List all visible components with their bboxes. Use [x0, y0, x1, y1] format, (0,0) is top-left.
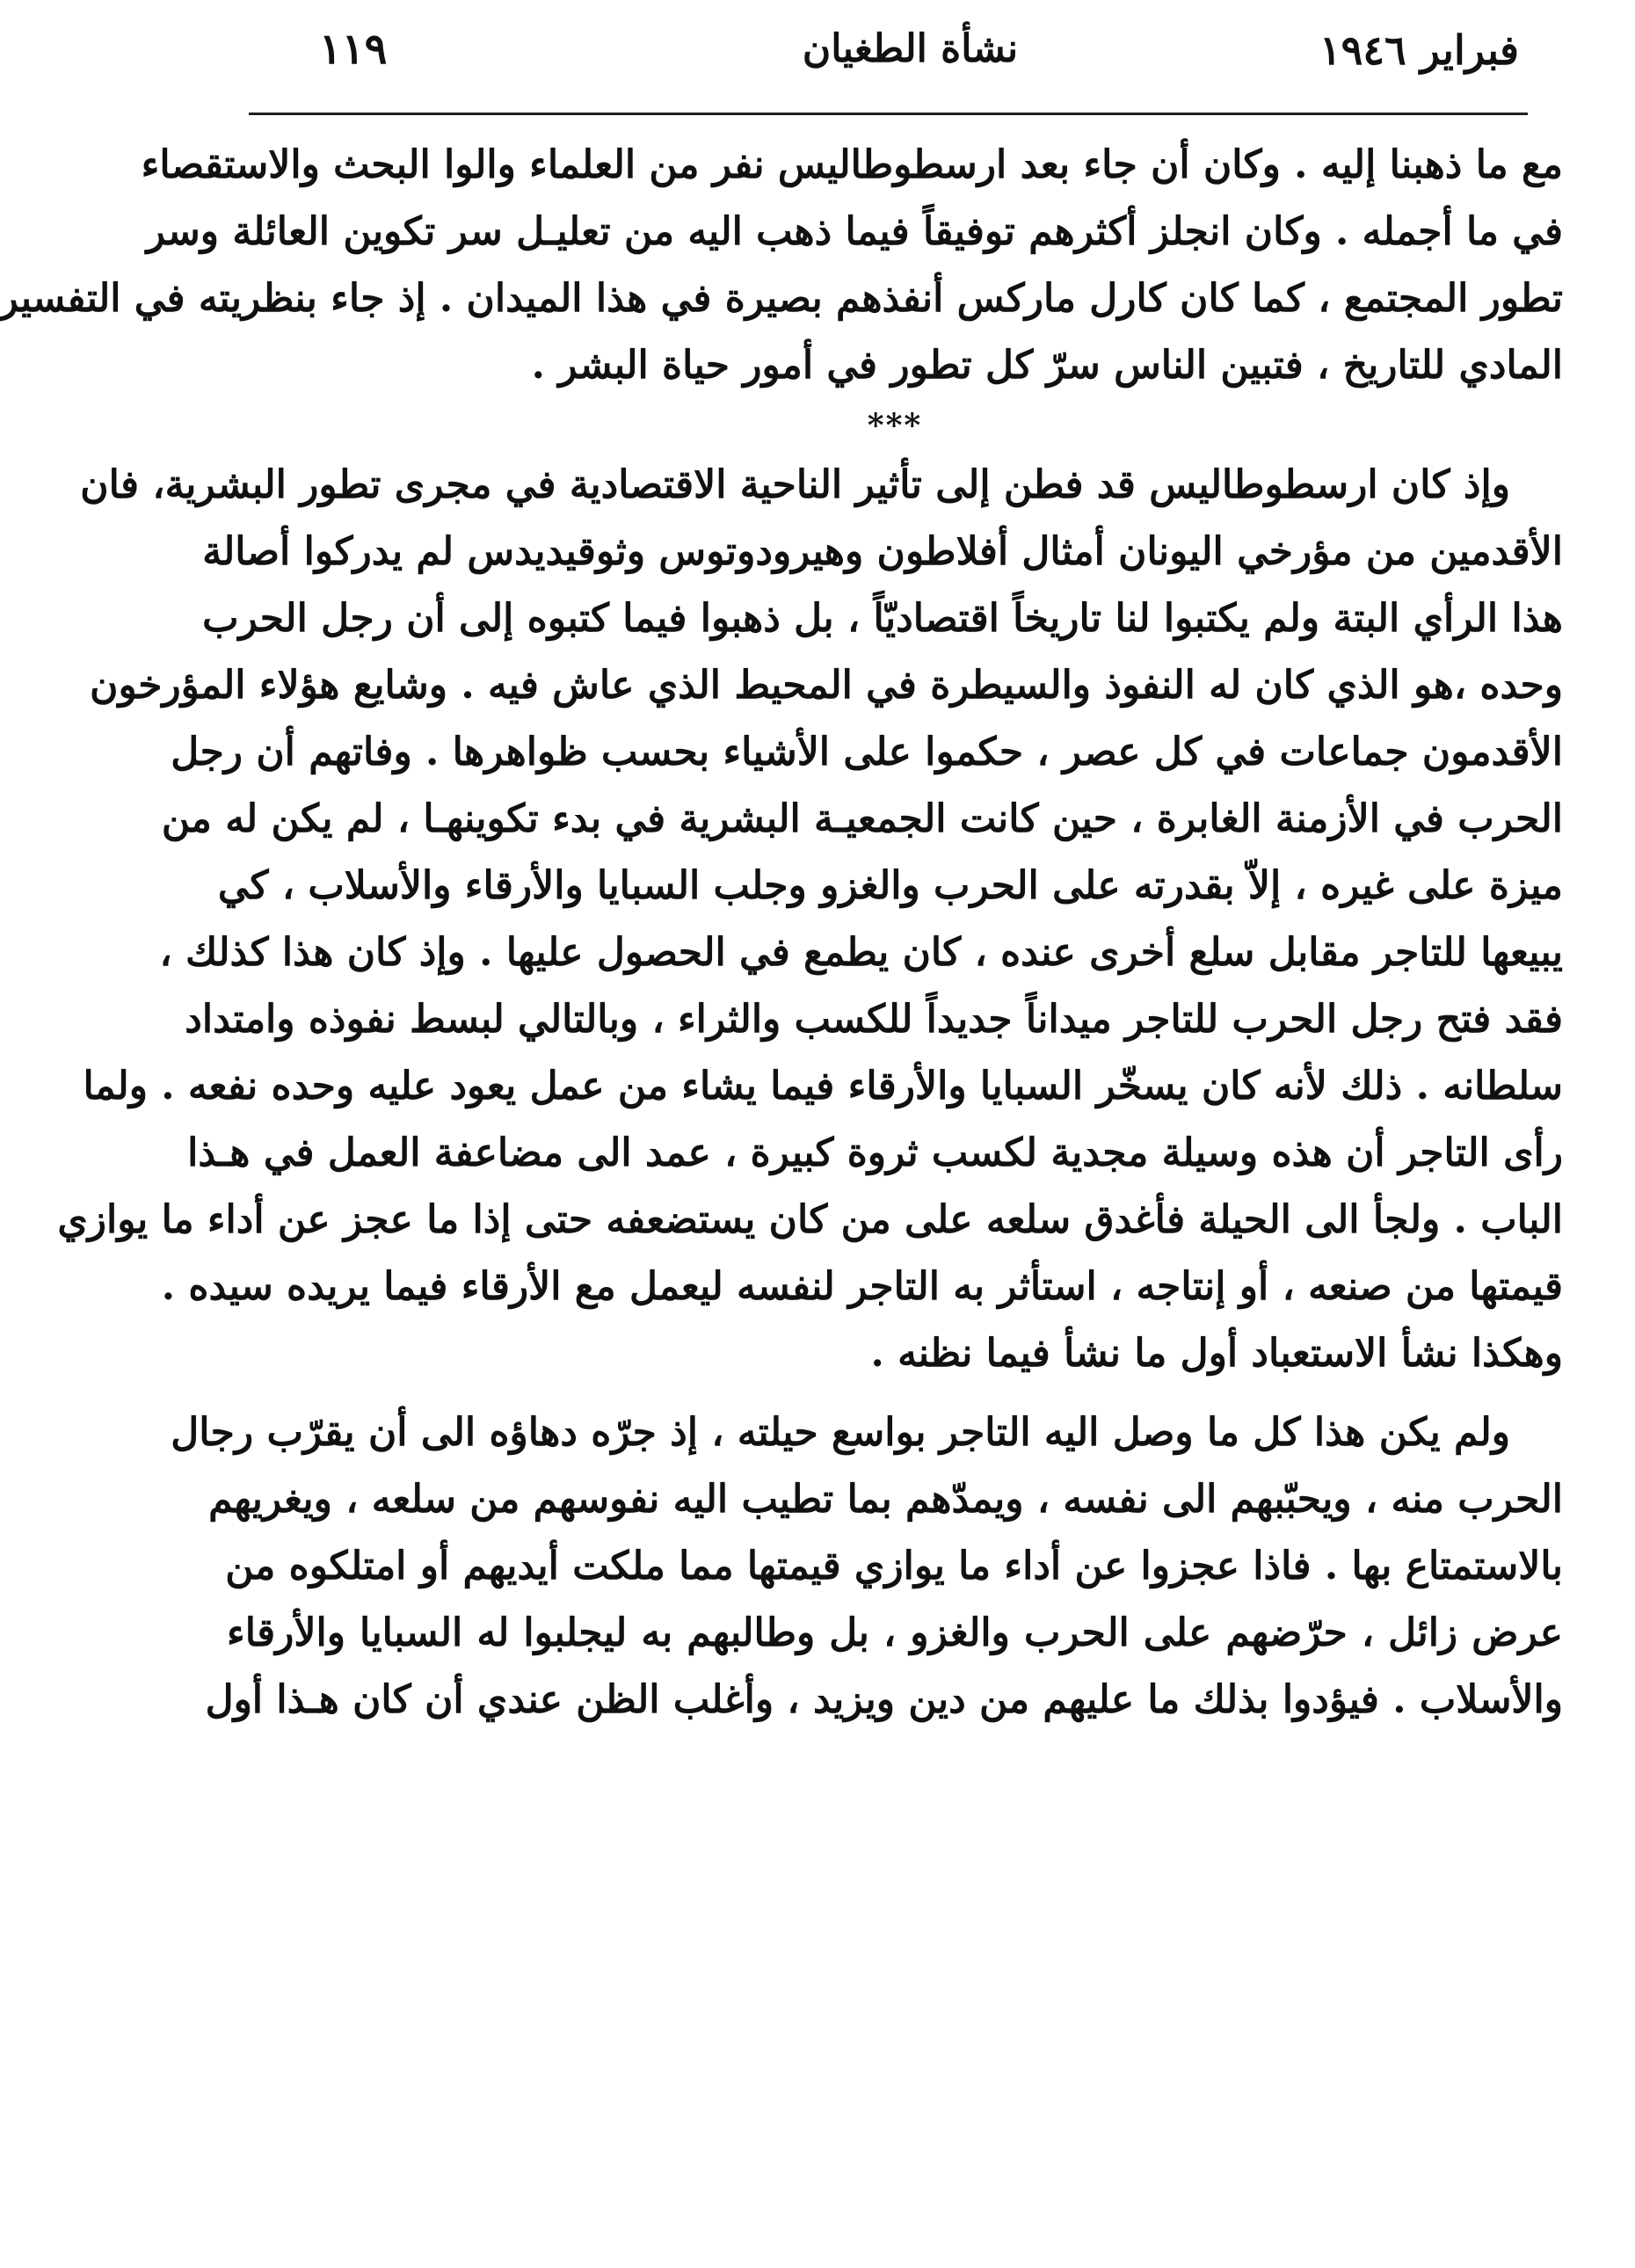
text-line: وهكذا نشأ الاستعباد أول ما نشأ فيما نظنه .	[870, 1331, 1563, 1376]
text-line: الباب . ولجأ الى الحيلة فأغدق سلعه على من كان يستضعفه حتى إذا ما عجز عن أداء ما يوازي	[57, 1197, 1563, 1242]
text-line: وحده ،هو الذي كان له النفوذ والسيطرة في المحيط الذي عاش فيه . وشايع هؤلاء المؤرخون	[90, 663, 1563, 708]
header-rule	[249, 113, 1528, 115]
text-line: هذا الرأي البتة ولم يكتبوا لنا تاريخاً اقتصاديّاً ، بل ذهبوا فيما كتبوه إلى أن رجل الحرب	[202, 596, 1563, 641]
text-line: قيمتها من صنعه ، أو إنتاجه ، استأثر به التاجر لنفسه ليعمل مع الأرقاء فيما يريده سيده .	[161, 1264, 1563, 1309]
issue-date: فبراير ١٩٤٦	[1319, 26, 1519, 74]
text-line: يبيعها للتاجر مقابل سلع أخرى عنده ، كان يطمع في الحصول عليها . وإذ كان هذا كذلك ،	[159, 930, 1563, 975]
paragraph-2	[57, 452, 1563, 1387]
text-line: في ما أجمله . وكان انجلز أكثرهم توفيقاً فيما ذهب اليه من تعليـل سر تكوين العائلة وسر	[146, 209, 1563, 254]
text-line: والأسلاب . فيؤدوا بذلك ما عليهم من دين ويزيد ، وأغلب الظن عندي أن كان هـذا أول	[205, 1677, 1563, 1722]
text-line: المادي للتاريخ ، فتبين الناس سرّ كل تطور في أمور حياة البشر .	[531, 343, 1563, 388]
page-number: ١١٩	[319, 25, 388, 74]
text-line: تطور المجتمع ، كما كان كارل ماركس أنفذهم بصيرة في هذا الميدان . إذ جاء بنظريته في التفسير	[0, 276, 1563, 321]
text-line: الأقدمين من مؤرخي اليونان أمثال أفلاطون وهيرودوتوس وثوقيديدس لم يدركوا أصالة	[202, 529, 1563, 574]
text-line: الأقدمون جماعات في كل عصر ، حكموا على الأشياء بحسب ظواهرها . وفاتهم أن رجل	[171, 730, 1563, 774]
text-line: مع ما ذهبنا إليه . وكان أن جاء بعد ارسطوطاليس نفر من العلماء والوا البحث والاستقصاء	[141, 142, 1563, 187]
text-line: ميزة على غيره ، إلاّ بقدرته على الحرب والغزو وجلب السبايا والأرقاء والأسلاب ، كي	[217, 863, 1563, 908]
article-body	[0, 132, 1563, 1734]
text-line: عرض زائل ، حرّضهم على الحرب والغزو ، بل وطالبهم به ليجلبوا له السبايا والأرقاء	[227, 1610, 1563, 1655]
text-line: الحرب في الأزمنة الغابرة ، حين كانت الجمعيـة البشرية في بدء تكوينهـا ، لم يكن له من	[161, 796, 1563, 841]
text-line: بالاستمتاع بها . فاذا عجزوا عن أداء ما يوازي قيمتها مما ملكت أيديهم أو امتلكوه من	[225, 1544, 1563, 1588]
section-separator: ***	[867, 407, 923, 444]
text-line: فقد فتح رجل الحرب للتاجر ميداناً جديداً للكسب والثراء ، وبالتالي لبسط نفوذه وامتداد	[185, 997, 1563, 1042]
paragraph-1	[0, 132, 1563, 399]
paragraph-gap	[227, 1387, 1563, 1399]
running-title: نشأة الطغيان	[802, 26, 1019, 71]
text-line: رأى التاجر أن هذه وسيلة مجدية لكسب ثروة كبيرة ، عمد الى مضاعفة العمل في هـذا	[187, 1130, 1563, 1175]
page-header	[302, 16, 1519, 95]
paragraph-3	[171, 1399, 1563, 1734]
text-line: الحرب منه ، ويحبّبهم الى نفسه ، ويمدّهم بما تطيب اليه نفوسهم من سلعه ، ويغريهم	[208, 1477, 1563, 1522]
text-line: وإذ كان ارسطوطاليس قد فطن إلى تأثير الناحية الاقتصادية في مجرى تطور البشرية، فان	[80, 462, 1510, 507]
text-line: سلطانه . ذلك لأنه كان يسخّر السبايا والأرقاء فيما يشاء من عمل يعود عليه وحده نفعه . ولما	[83, 1064, 1563, 1109]
text-line: ولم يكن هذا كل ما وصل اليه التاجر بواسع حيلته ، إذ جرّه دهاؤه الى أن يقرّب رجال	[171, 1410, 1510, 1455]
